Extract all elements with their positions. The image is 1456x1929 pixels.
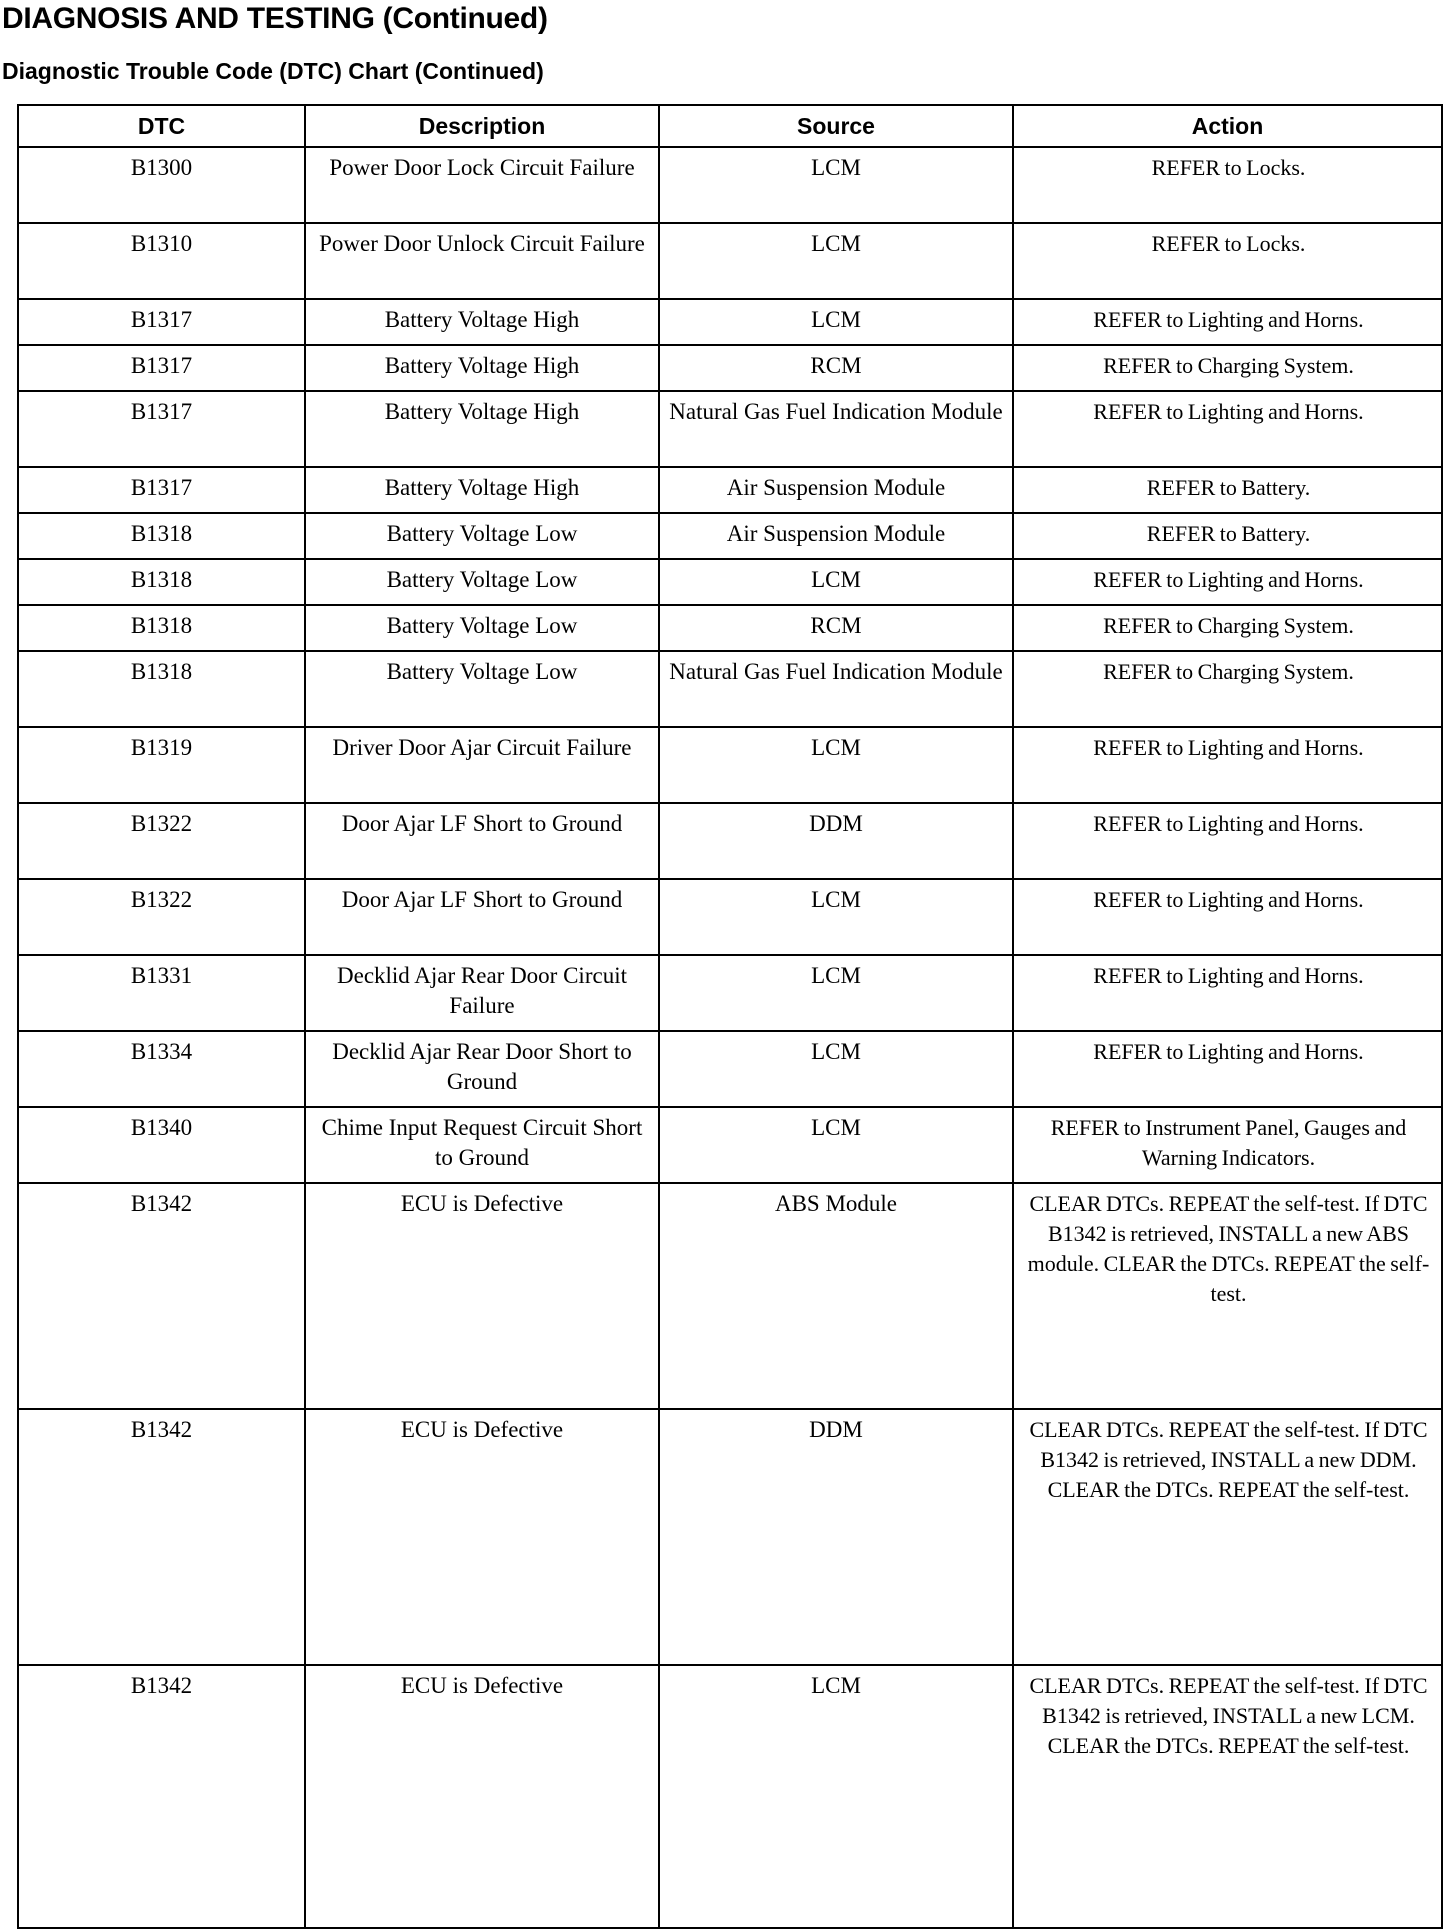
- dtc-cell: B1331: [18, 955, 305, 1031]
- action-cell: REFER to Locks.: [1013, 223, 1442, 299]
- dtc-cell: B1322: [18, 803, 305, 879]
- source-cell: RCM: [659, 345, 1013, 391]
- source-cell: LCM: [659, 1031, 1013, 1107]
- source-cell: Natural Gas Fuel Indication Module: [659, 651, 1013, 727]
- action-cell: REFER to Lighting and Horns.: [1013, 727, 1442, 803]
- table-row: [18, 513, 1442, 559]
- source-cell: DDM: [659, 803, 1013, 879]
- table-row: [18, 879, 1442, 955]
- dtc-cell: B1317: [18, 299, 305, 345]
- action-cell: CLEAR DTCs. REPEAT the self-test. If DTC B1342 is retrieved, INSTALL a new LCM. CLEAR the DTCs. REPEAT the self-test.: [1013, 1665, 1442, 1928]
- action-cell: REFER to Locks.: [1013, 147, 1442, 223]
- table-row: [18, 559, 1442, 605]
- dtc-cell: B1342: [18, 1409, 305, 1665]
- column-header-description: Description: [305, 105, 659, 147]
- description-cell: Battery Voltage High: [305, 299, 659, 345]
- table-row: [18, 1665, 1442, 1928]
- action-cell: REFER to Lighting and Horns.: [1013, 955, 1442, 1031]
- table-row: [18, 391, 1442, 467]
- dtc-cell: B1342: [18, 1665, 305, 1928]
- source-cell: Air Suspension Module: [659, 467, 1013, 513]
- table-row: [18, 605, 1442, 651]
- action-cell: REFER to Lighting and Horns.: [1013, 879, 1442, 955]
- action-cell: REFER to Instrument Panel, Gauges and Warning Indicators.: [1013, 1107, 1442, 1183]
- description-cell: ECU is Defective: [305, 1665, 659, 1928]
- source-cell: Natural Gas Fuel Indication Module: [659, 391, 1013, 467]
- source-cell: Air Suspension Module: [659, 513, 1013, 559]
- description-cell: Battery Voltage Low: [305, 559, 659, 605]
- source-cell: ABS Module: [659, 1183, 1013, 1409]
- dtc-cell: B1300: [18, 147, 305, 223]
- description-cell: Door Ajar LF Short to Ground: [305, 803, 659, 879]
- dtc-cell: B1322: [18, 879, 305, 955]
- dtc-cell: B1342: [18, 1183, 305, 1409]
- action-cell: REFER to Lighting and Horns.: [1013, 1031, 1442, 1107]
- action-cell: REFER to Charging System.: [1013, 345, 1442, 391]
- dtc-cell: B1317: [18, 345, 305, 391]
- action-cell: REFER to Lighting and Horns.: [1013, 803, 1442, 879]
- action-cell: REFER to Charging System.: [1013, 651, 1442, 727]
- action-cell: CLEAR DTCs. REPEAT the self-test. If DTC B1342 is retrieved, INSTALL a new ABS module. CLEAR the DTCs. REPEAT the self-test.: [1013, 1183, 1442, 1409]
- action-cell: REFER to Battery.: [1013, 467, 1442, 513]
- dtc-cell: B1340: [18, 1107, 305, 1183]
- column-header-dtc: DTC: [18, 105, 305, 147]
- description-cell: Battery Voltage Low: [305, 605, 659, 651]
- dtc-cell: B1334: [18, 1031, 305, 1107]
- description-cell: ECU is Defective: [305, 1409, 659, 1665]
- table-row: [18, 1031, 1442, 1107]
- dtc-cell: B1318: [18, 651, 305, 727]
- source-cell: LCM: [659, 727, 1013, 803]
- description-cell: Door Ajar LF Short to Ground: [305, 879, 659, 955]
- description-cell: Decklid Ajar Rear Door Circuit Failure: [305, 955, 659, 1031]
- description-cell: Battery Voltage High: [305, 345, 659, 391]
- dtc-cell: B1318: [18, 559, 305, 605]
- description-cell: Battery Voltage Low: [305, 651, 659, 727]
- table-row: [18, 803, 1442, 879]
- description-cell: Driver Door Ajar Circuit Failure: [305, 727, 659, 803]
- table-row: [18, 147, 1442, 223]
- description-cell: ECU is Defective: [305, 1183, 659, 1409]
- column-header-source: Source: [659, 105, 1013, 147]
- description-cell: Battery Voltage Low: [305, 513, 659, 559]
- column-header-action: Action: [1013, 105, 1442, 147]
- page-title: DIAGNOSIS AND TESTING (Continued): [2, 2, 548, 35]
- table-row: [18, 1107, 1442, 1183]
- source-cell: DDM: [659, 1409, 1013, 1665]
- table-row: [18, 467, 1442, 513]
- table-header-row: [18, 105, 1442, 147]
- source-cell: LCM: [659, 1107, 1013, 1183]
- dtc-cell: B1317: [18, 467, 305, 513]
- action-cell: REFER to Battery.: [1013, 513, 1442, 559]
- source-cell: RCM: [659, 605, 1013, 651]
- source-cell: LCM: [659, 955, 1013, 1031]
- dtc-cell: B1317: [18, 391, 305, 467]
- description-cell: Battery Voltage High: [305, 467, 659, 513]
- description-cell: Decklid Ajar Rear Door Short to Ground: [305, 1031, 659, 1107]
- table-row: [18, 651, 1442, 727]
- description-cell: Battery Voltage High: [305, 391, 659, 467]
- dtc-cell: B1310: [18, 223, 305, 299]
- table-row: [18, 1409, 1442, 1665]
- table-row: [18, 345, 1442, 391]
- source-cell: LCM: [659, 879, 1013, 955]
- action-cell: CLEAR DTCs. REPEAT the self-test. If DTC B1342 is retrieved, INSTALL a new DDM. CLEAR the DTCs. REPEAT the self-test.: [1013, 1409, 1442, 1665]
- source-cell: LCM: [659, 559, 1013, 605]
- page-subtitle: Diagnostic Trouble Code (DTC) Chart (Continued): [2, 58, 544, 84]
- table-row: [18, 727, 1442, 803]
- dtc-cell: B1318: [18, 513, 305, 559]
- table-row: [18, 955, 1442, 1031]
- table-row: [18, 223, 1442, 299]
- source-cell: LCM: [659, 1665, 1013, 1928]
- dtc-cell: B1318: [18, 605, 305, 651]
- dtc-chart-table: [17, 104, 1443, 1929]
- description-cell: Power Door Lock Circuit Failure: [305, 147, 659, 223]
- description-cell: Chime Input Request Circuit Short to Ground: [305, 1107, 659, 1183]
- description-cell: Power Door Unlock Circuit Failure: [305, 223, 659, 299]
- dtc-cell: B1319: [18, 727, 305, 803]
- action-cell: REFER to Lighting and Horns.: [1013, 391, 1442, 467]
- source-cell: LCM: [659, 147, 1013, 223]
- action-cell: REFER to Lighting and Horns.: [1013, 299, 1442, 345]
- table-row: [18, 1183, 1442, 1409]
- action-cell: REFER to Charging System.: [1013, 605, 1442, 651]
- source-cell: LCM: [659, 299, 1013, 345]
- action-cell: REFER to Lighting and Horns.: [1013, 559, 1442, 605]
- source-cell: LCM: [659, 223, 1013, 299]
- table-row: [18, 299, 1442, 345]
